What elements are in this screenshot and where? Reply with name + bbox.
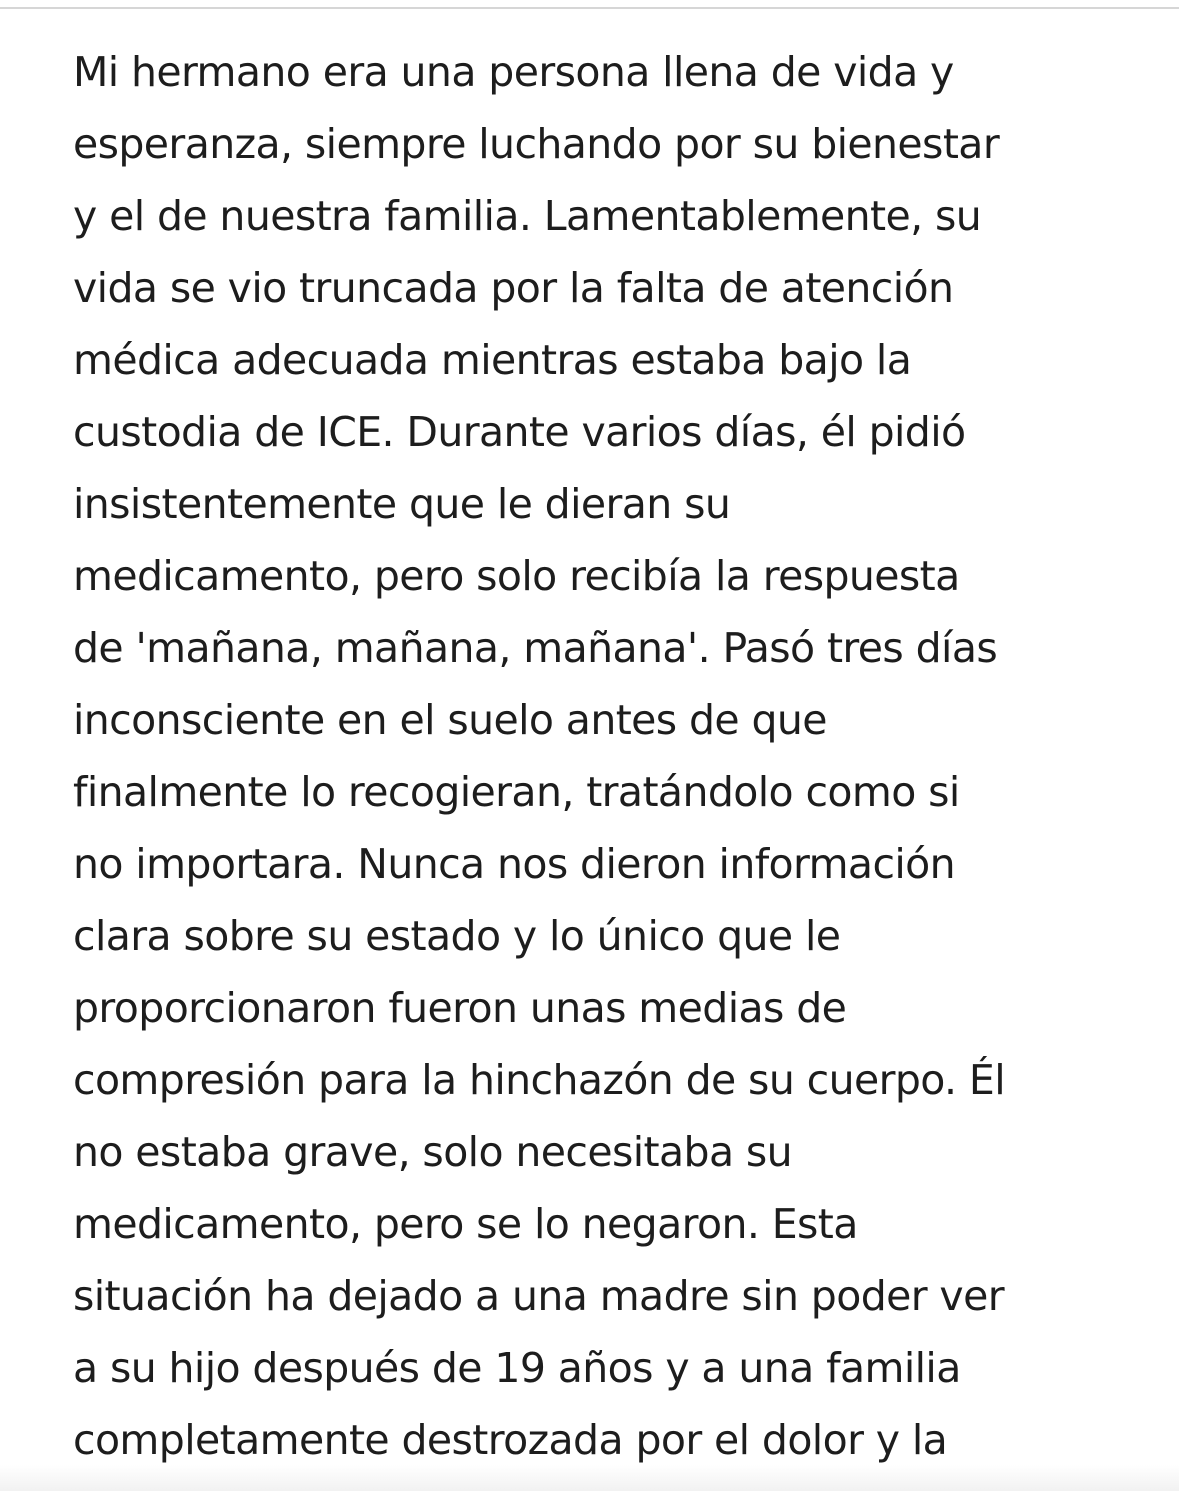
story-line-9: de 'mañana, mañana, mañana'. Pasó tres días	[73, 624, 998, 672]
story-line-11: finalmente lo recogieran, tratándolo como si	[73, 768, 960, 816]
story-line-2: esperanza, siempre luchando por su bienestar	[73, 120, 1000, 168]
story-line-7: insistentemente que le dieran su	[73, 480, 731, 528]
top-divider	[0, 7, 1179, 9]
story-line-8: medicamento, pero solo recibía la respuesta	[73, 552, 960, 600]
bottom-fade	[0, 1465, 1179, 1491]
story-line-1: Mi hermano era una persona llena de vida y	[73, 48, 954, 96]
story-line-14: proporcionaron fueron unas medias de	[73, 984, 847, 1032]
story-line-19: a su hijo después de 19 años y a una familia	[73, 1344, 961, 1392]
story-line-17: medicamento, pero se lo negaron. Esta	[73, 1200, 858, 1248]
story-line-4: vida se vio truncada por la falta de atención	[73, 264, 954, 312]
story-line-18: situación ha dejado a una madre sin poder ver	[73, 1272, 1004, 1320]
story-line-12: no importara. Nunca nos dieron información	[73, 840, 956, 888]
story-line-16: no estaba grave, solo necesitaba su	[73, 1128, 793, 1176]
story-line-10: inconsciente en el suelo antes de que	[73, 696, 827, 744]
story-line-6: custodia de ICE. Durante varios días, él pidió	[73, 408, 966, 456]
story-line-20: completamente destrozada por el dolor y la	[73, 1416, 948, 1464]
story-paragraph	[73, 36, 1113, 1476]
story-line-13: clara sobre su estado y lo único que le	[73, 912, 841, 960]
story-line-15: compresión para la hinchazón de su cuerpo. Él	[73, 1056, 1005, 1104]
story-line-3: y el de nuestra familia. Lamentablemente, su	[73, 192, 982, 240]
story-line-5: médica adecuada mientras estaba bajo la	[73, 336, 912, 384]
